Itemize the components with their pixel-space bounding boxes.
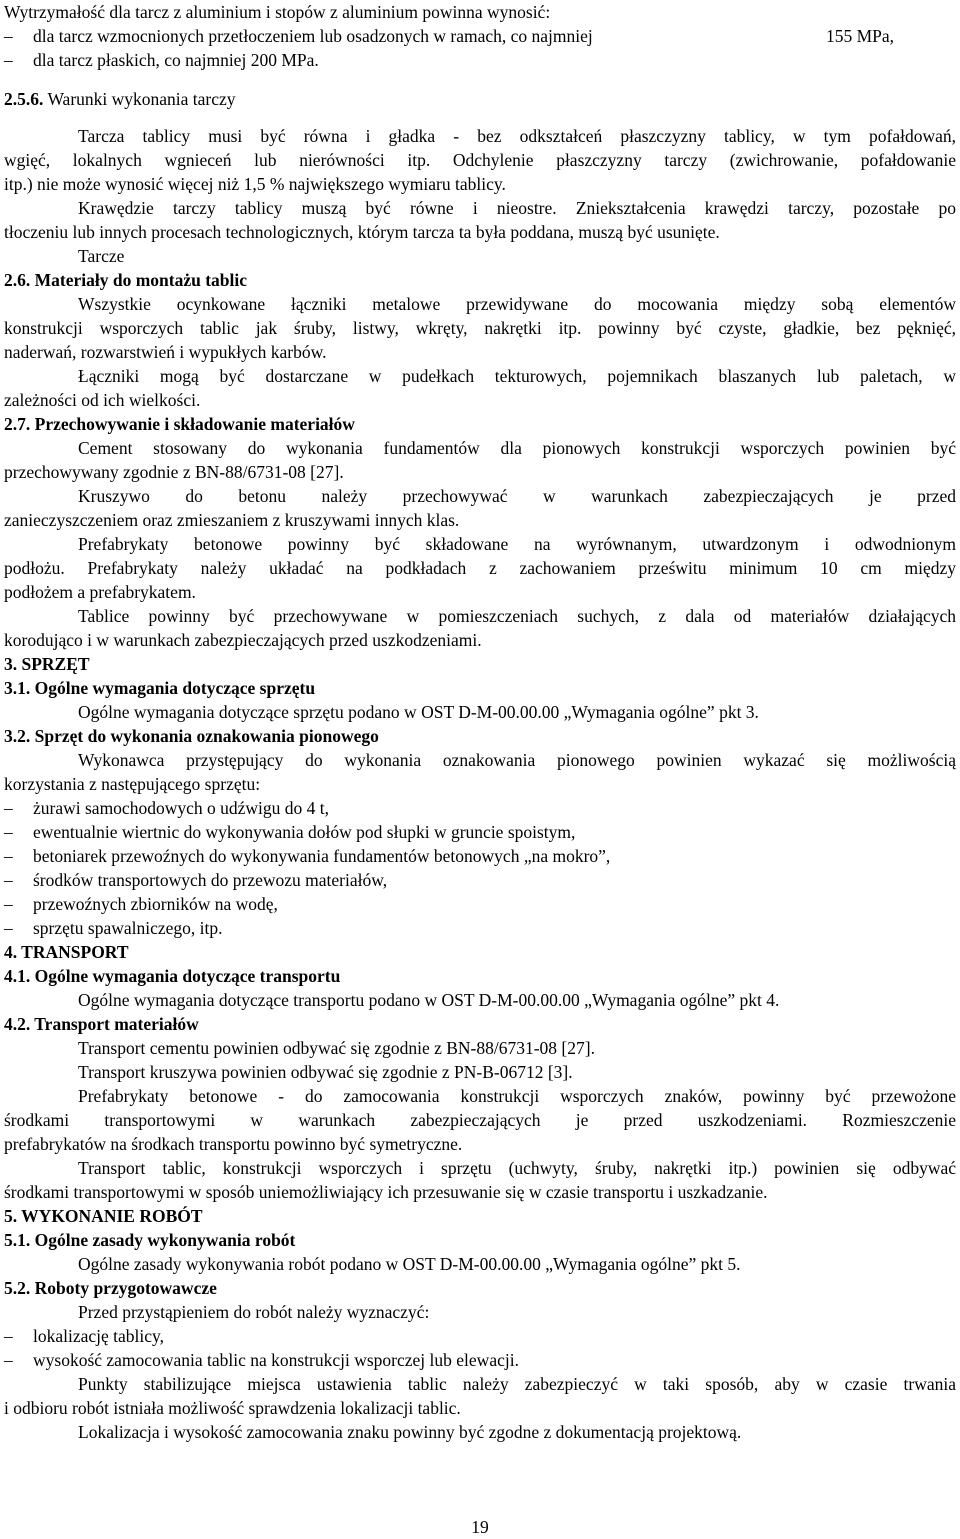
list-dash: –	[4, 1350, 13, 1370]
paragraph-line: naderwań, rozwarstwień i wypukłych karbów.	[4, 342, 327, 362]
paragraph-line: Lokalizacja i wysokość zamocowania znaku powinny być zgodne z dokumentacją projektową.	[78, 1422, 742, 1442]
equipment-list-item: betoniarek przewoźnych do wykonywania fundamentów betonowych „na mokro”,	[33, 846, 611, 866]
paragraph-line: Cement stosowany do wykonania fundamentów dla pionowych konstrukcji wsporczych powinien być	[78, 438, 956, 458]
equipment-list-item: ewentualnie wiertnic do wykonywania dołów pod słupki w gruncie spoistym,	[33, 822, 576, 842]
paragraph-line: Wszystkie ocynkowane łączniki metalowe przewidywane do mocowania między sobą elementów	[78, 294, 956, 314]
paragraph-line: przechowywany zgodnie z BN-88/6731-08 [27].	[4, 462, 344, 482]
strength-item-reinforced: dla tarcz wzmocnionych przetłoczeniem lub osadzonych w ramach, co najmniej	[33, 26, 593, 46]
section-heading-5-2: 5.2. Roboty przygotowawcze	[4, 1278, 217, 1298]
list-dash: –	[4, 798, 13, 818]
section-heading-5-1: 5.1. Ogólne zasady wykonywania robót	[4, 1230, 296, 1250]
paragraph-line: Tablice powinny być przechowywane w pomieszczeniach suchych, z dala od materiałów działających	[78, 606, 956, 626]
paragraph-line: prefabrykatów na środkach transportu powinno być symetryczne.	[4, 1134, 463, 1154]
preparation-list-item: lokalizację tablicy,	[33, 1326, 165, 1346]
paragraph-line: tłoczeniu lub innych procesach technologicznych, którym tarcza ta była poddana, muszą być usunięte.	[4, 222, 720, 242]
paragraph-line: Tarcze	[78, 246, 125, 266]
paragraph-line: Ogólne wymagania dotyczące transportu podano w OST D-M-00.00.00 „Wymagania ogólne” pkt 4.	[78, 990, 780, 1010]
paragraph-line: Ogólne zasady wykonywania robót podano w OST D-M-00.00.00 „Wymagania ogólne” pkt 5.	[78, 1254, 741, 1274]
section-heading-5: 5. WYKONANIE ROBÓT	[4, 1206, 203, 1226]
paragraph-line: Tarcza tablicy musi być równa i gładka - bez odkształceń płaszczyzny tablicy, w tym pofałdowań,	[78, 126, 956, 146]
section-heading-3-2: 3.2. Sprzęt do wykonania oznakowania pionowego	[4, 726, 379, 746]
list-dash: –	[4, 50, 13, 70]
paragraph-line: Transport tablic, konstrukcji wsporczych i sprzętu (uchwyty, śruby, nakrętki itp.) powinien się odbywać	[78, 1158, 956, 1178]
list-dash: –	[4, 894, 13, 914]
list-dash: –	[4, 918, 13, 938]
paragraph-line: podłożem a prefabrykatem.	[4, 582, 196, 602]
preparation-list-item: wysokość zamocowania tablic na konstrukcji wsporczej lub elewacji.	[33, 1350, 519, 1370]
paragraph-line: zależności od ich wielkości.	[4, 390, 201, 410]
section-heading-2-7: 2.7. Przechowywanie i składowanie materiałów	[4, 414, 355, 434]
paragraph-line: wgięć, lokalnych wgnieceń lub nierówności itp. Odchylenie płaszczyzny tarczy (zwichrowanie, pofałdowanie	[4, 150, 956, 170]
section-heading-4: 4. TRANSPORT	[4, 942, 129, 962]
section-heading-4-1: 4.1. Ogólne wymagania dotyczące transportu	[4, 966, 341, 986]
paragraph-line: konstrukcji wsporczych tablic jak śruby, listwy, wkręty, nakrętki itp. powinny być czyste, gładkie, bez pęknięć,	[4, 318, 956, 338]
paragraph-line: środkami transportowymi w warunkach zabezpieczających je przed uszkodzeniami. Rozmieszczenie	[4, 1110, 956, 1130]
paragraph-line: Prefabrykaty betonowe powinny być składowane na wyrównanym, utwardzonym i odwodnionym	[78, 534, 956, 554]
paragraph-line: i odbioru robót istniała możliwość sprawdzenia lokalizacji tablic.	[4, 1398, 461, 1418]
paragraph-line: Krawędzie tarczy tablicy muszą być równe i nieostre. Zniekształcenia krawędzi tarczy, pozostałe po	[78, 198, 956, 218]
paragraph-line: Transport cementu powinien odbywać się zgodnie z BN-88/6731-08 [27].	[78, 1038, 595, 1058]
strength-value-reinforced: 155 MPa,	[825, 26, 894, 46]
paragraph-line: korodująco i w warunkach zabezpieczających przed uszkodzeniami.	[4, 630, 482, 650]
paragraph-line: Prefabrykaty betonowe - do zamocowania konstrukcji wsporczych znaków, powinny być przewożone	[78, 1086, 956, 1106]
paragraph-line: środkami transportowymi w sposób uniemożliwiający ich przesuwanie się w czasie transportu i uszkadzanie.	[4, 1182, 768, 1202]
section-heading-3: 3. SPRZĘT	[4, 654, 90, 674]
section-heading-4-2: 4.2. Transport materiałów	[4, 1014, 199, 1034]
list-dash: –	[4, 870, 13, 890]
list-dash: –	[4, 26, 13, 46]
list-dash: –	[4, 846, 13, 866]
section-heading-3-1: 3.1. Ogólne wymagania dotyczące sprzętu	[4, 678, 316, 698]
section-heading-2-6: 2.6. Materiały do montażu tablic	[4, 270, 248, 290]
paragraph-line: zanieczyszczeniem oraz zmieszaniem z kruszywami innych klas.	[4, 510, 460, 530]
section-title: Warunki wykonania tarczy	[47, 89, 236, 109]
section-number: 2.5.6.	[4, 89, 44, 109]
equipment-list-item: środków transportowych do przewozu materiałów,	[33, 870, 388, 890]
paragraph-line: Przed przystąpieniem do robót należy wyznaczyć:	[78, 1302, 430, 1322]
equipment-list-item: przewoźnych zbiorników na wodę,	[33, 894, 278, 914]
page-number: 19	[471, 1517, 489, 1537]
paragraph-line: itp.) nie może wynosić więcej niż 1,5 % największego wymiaru tablicy.	[4, 174, 506, 194]
equipment-list-item: sprzętu spawalniczego, itp.	[33, 918, 223, 938]
paragraph-line: Transport kruszywa powinien odbywać się zgodnie z PN-B-06712 [3].	[78, 1062, 573, 1082]
section-heading-2-5-6	[4, 87, 956, 111]
strength-item-flat: dla tarcz płaskich, co najmniej 200 MPa.	[33, 50, 319, 70]
paragraph-line: Łączniki mogą być dostarczane w pudełkach tekturowych, pojemnikach blaszanych lub paletach, w	[78, 366, 956, 386]
paragraph-line: podłożu. Prefabrykaty należy układać na podkładach z zachowaniem prześwitu minimum 10 cm między	[4, 558, 956, 578]
paragraph-line: Ogólne wymagania dotyczące sprzętu podano w OST D-M-00.00.00 „Wymagania ogólne” pkt 3.	[78, 702, 759, 722]
equipment-list-item: żurawi samochodowych o udźwigu do 4 t,	[33, 798, 329, 818]
list-dash: –	[4, 1326, 13, 1346]
paragraph-line: Wykonawca przystępujący do wykonania oznakowania pionowego powinien wykazać się możliwością	[78, 750, 956, 770]
paragraph-line: korzystania z następującego sprzętu:	[4, 774, 261, 794]
list-dash: –	[4, 822, 13, 842]
paragraph-line: Punkty stabilizujące miejsca ustawienia tablic należy zabezpieczyć w taki sposób, aby w czasie trwania	[78, 1374, 956, 1394]
strength-intro-line: Wytrzymałość dla tarcz z aluminium i stopów z aluminium powinna wynosić:	[4, 2, 551, 22]
paragraph-line: Kruszywo do betonu należy przechowywać w warunkach zabezpieczających je przed	[78, 486, 956, 506]
